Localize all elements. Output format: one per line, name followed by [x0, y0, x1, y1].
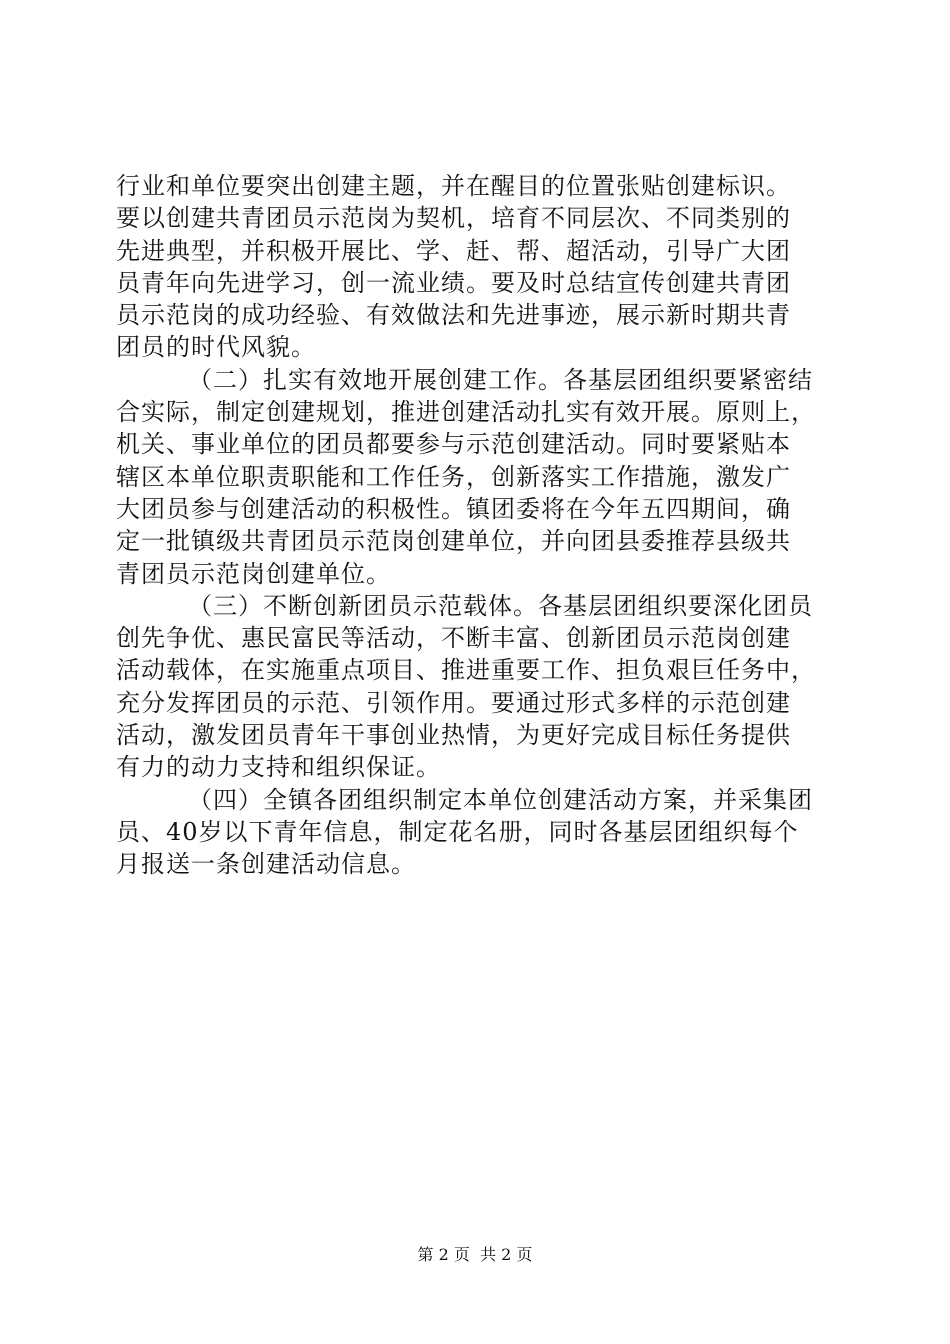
text-line: 要以创建共青团员示范岗为契机，培育不同层次、不同类别的: [116, 204, 791, 233]
page-number-footer: 第 2 页 共 2 页: [417, 1245, 533, 1264]
text-line: 大团员参与创建活动的积极性。镇团委将在今年五四期间，确: [116, 494, 791, 523]
text-line: 员、40岁以下青年信息，制定花名册，同时各基层团组织每个: [116, 817, 799, 846]
text-line: 员青年向先进学习，创一流业绩。要及时总结宣传创建共青团: [116, 268, 791, 297]
text-line: 有力的动力支持和组织保证。: [116, 753, 441, 782]
section-heading-line: （二）扎实有效地开展创建工作。各基层团组织要紧密结: [188, 365, 813, 394]
text-line: 员示范岗的成功经验、有效做法和先进事迹，展示新时期共青: [116, 301, 791, 330]
text-line: 定一批镇级共青团员示范岗创建单位，并向团县委推荐县级共: [116, 527, 791, 556]
text-line: 活动，激发团员青年干事创业热情，为更好完成目标任务提供: [116, 721, 791, 750]
text-line: 行业和单位要突出创建主题，并在醒目的位置张贴创建标识。: [116, 172, 791, 200]
text-line: 合实际，制定创建规划，推进创建活动扎实有效开展。原则上，: [116, 398, 816, 427]
text-line: 青团员示范岗创建单位。: [116, 559, 391, 588]
text-line: 活动载体，在实施重点项目、推进重要工作、担负艰巨任务中，: [116, 656, 816, 685]
document-body: [116, 170, 840, 881]
text-line: 辖区本单位职责职能和工作任务，创新落实工作措施，激发广: [116, 462, 791, 491]
text-line: 机关、事业单位的团员都要参与示范创建活动。同时要紧贴本: [116, 430, 791, 459]
text-line: 先进典型，并积极开展比、学、赶、帮、超活动，引导广大团: [116, 236, 791, 265]
text-line: 充分发挥团员的示范、引领作用。要通过形式多样的示范创建: [116, 688, 791, 717]
text-line: 团员的时代风貌。: [116, 333, 316, 362]
section-heading-line: （四）全镇各团组织制定本单位创建活动方案，并采集团: [188, 785, 813, 814]
text-line: 月报送一条创建活动信息。: [116, 850, 416, 879]
text-line: 创先争优、惠民富民等活动，不断丰富、创新团员示范岗创建: [116, 624, 791, 653]
section-heading-line: （三）不断创新团员示范载体。各基层团组织要深化团员: [188, 591, 813, 620]
